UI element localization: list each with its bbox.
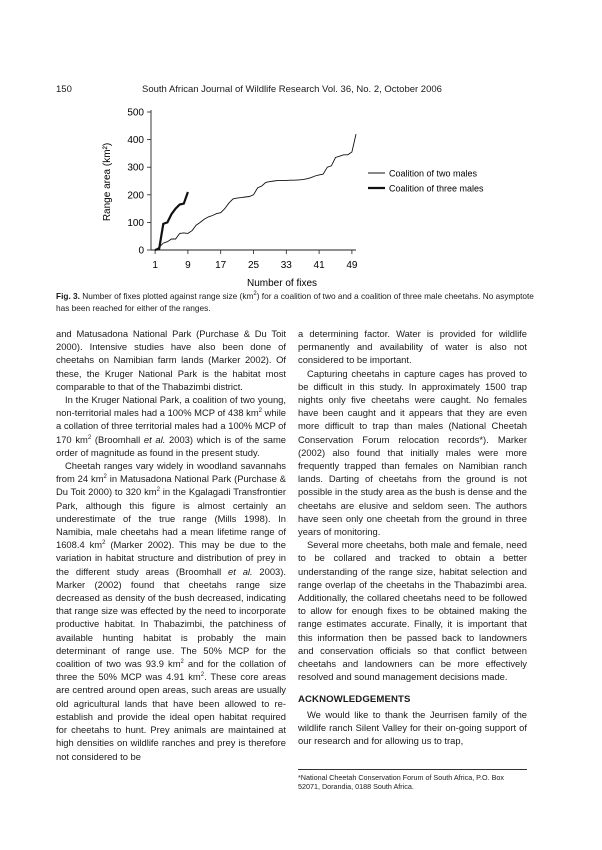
y-tick-label: 500 <box>127 107 144 119</box>
superscript: 2 <box>102 540 106 547</box>
superscript: 2 <box>258 408 263 415</box>
superscript: 2 <box>103 474 107 481</box>
journal-title: South African Journal of Wildlife Research Vol. 36, No. 2, October 2006 <box>142 84 442 95</box>
right-paragraph-1: a determining factor. Water is provided for wildlife permanently and availability of water is also not considered to be important. <box>298 328 527 366</box>
chart-axes <box>151 110 356 250</box>
y-tick-label: 100 <box>127 217 144 229</box>
left-paragraph-2 <box>56 393 286 459</box>
x-ticks <box>152 250 358 271</box>
y-tick-label: 200 <box>127 190 144 202</box>
text-run: in the Kgalagadi Transfrontier Park, although this figure is almost certainly an underestimate of the true range (Mills 1998). In Namibia, male cheetahs had a mean lifetime range of 1608.4 km <box>56 486 286 551</box>
y-tick-label: 0 <box>138 245 144 257</box>
caption-superscript: 2 <box>253 291 257 298</box>
chart-legend <box>368 169 484 194</box>
caption-text-1: Number of fixes plotted against range size (km <box>79 291 254 301</box>
superscript: 2 <box>180 658 184 665</box>
running-header <box>56 84 548 98</box>
y-tick-label: 400 <box>127 135 144 147</box>
acknowledgements-heading: ACKNOWLEDGEMENTS <box>298 694 411 706</box>
acknowledgements-paragraph: We would like to thank the Jeurrisen family of the wildlife ranch Silent Valley for their on-going support of our research and for allowing us to trap, <box>298 708 527 747</box>
legend-label: Coalition of two males <box>389 168 478 179</box>
italic-run: et al. <box>228 565 253 577</box>
left-column <box>56 327 286 763</box>
left-paragraph-3 <box>56 459 286 763</box>
x-tick-label: 9 <box>185 260 191 271</box>
range-area-chart <box>56 100 506 288</box>
x-tick-label: 1 <box>152 260 158 271</box>
series-line-2 <box>155 192 188 250</box>
text-run: (Marker 2002). This may be due to the variation in habitat structure and distribution of prey in the different study areas (Broomhall <box>56 539 286 577</box>
text-run: (Broomhall <box>91 433 144 445</box>
superscript: 2 <box>87 434 92 441</box>
page-number: 150 <box>56 84 72 95</box>
x-tick-label: 25 <box>247 260 260 271</box>
text-run: . These core areas are centred around open areas, such areas are usually old agricultural lands that have been allowed to re-establish and provide the ideal open habitat required for cheetahs to hunt. Prey animals are maintained at high densities on wildlife ranches and prey is therefore not considered to be <box>56 671 286 762</box>
text-run: 2003). Marker (2002) found that cheetahs range size decreased as density of the bush decreased, indicating that range size was effected by the need to incorporate productive habitat. In Thabazimbi, the patchiness of available hunting habitat is probably the main determinant of range use. The 50% MCP for the coalition of two was 93.9 km <box>56 565 286 670</box>
text-run: while a collation of three territorial males had a 100% MCP of 170 km <box>56 407 287 445</box>
footnote: *National Cheetah Conservation Forum of South Africa, P.O. Box 52071, Dorandia, 0188 South Africa. <box>298 769 527 792</box>
figure-label: Fig. 3. <box>56 291 80 301</box>
right-paragraph-3: Several more cheetahs, both male and female, need to be collared and tracked to obtain a better understanding of the range size, habitat selection and range overlap of the cheetahs in the Thabazimbi area. Additionally, the collared cheetahs need to be followed to allow for enough fixes to be obtained making the range estimates accurate. Finally, it is important that this information then be passed back to landowners and conservation officials so that conflict between cheetahs and landowners can be more effectively resolved and sound management decisions made. <box>298 539 527 683</box>
right-paragraph-2: Capturing cheetahs in capture cages has proved to be difficult in this study. In approximately 1500 trap nights only five cheetahs were caught. No females have been caught and it appears that they are even more difficult to trap than males (National Cheetah Conservation Forum relocation records*). Marker (2002) also found that initially males were more frequently trapped than females on Namibian ranch lands. Darting of cheetahs from the ground is not possible in the study area as the bush is dense and the cheetahs are elusive and seldom seen. The authors have seen only one cheetah from the ground in three years of monitoring. <box>298 367 527 538</box>
figure-caption <box>56 291 548 314</box>
text-run: Cheetah ranges vary widely in woodland savannahs from 24 km <box>56 460 286 485</box>
text-run: In the Kruger National Park, a coalition of two young, non-territorial males had a 100% MCP of 438 km <box>56 394 286 419</box>
caption-text-2: ) for a coalition of two and a coalition of three male cheetahs. No asymptote has been reached for either of the ranges. <box>56 291 534 313</box>
text-run: 2003) which is of the same order of magnitude as found in the present study. <box>56 433 286 458</box>
y-axis-label: Range area (km²) <box>102 142 113 222</box>
text-run: and for the collation of three the 50% MCP was 4.91 km <box>56 658 287 683</box>
x-tick-label: 17 <box>215 260 227 271</box>
y-tick-label: 300 <box>127 162 144 174</box>
x-axis-label: Number of fixes <box>246 278 318 288</box>
superscript: 2 <box>156 487 160 494</box>
text-run: in Matusadona National Park (Purchase & Du Toit 2000) to 320 km <box>56 473 286 498</box>
left-paragraph-1: and Matusadona National Park (Purchase & Du Toit 2000). Intensive studies have also been done of cheetahs on Namibian farm lands (Marker 2002). Of these, the Kruger National Park is the habitat most comparable to that of the Thabazimbi district. <box>56 328 286 392</box>
series-line-1 <box>155 134 356 250</box>
legend-label: Coalition of three males <box>389 183 484 194</box>
x-tick-label: 41 <box>313 260 325 271</box>
right-column <box>298 327 527 747</box>
italic-run: et al. <box>143 433 166 445</box>
chart-series <box>155 134 356 250</box>
x-tick-label: 49 <box>346 260 358 271</box>
x-tick-label: 33 <box>280 260 292 271</box>
y-ticks <box>127 108 151 257</box>
superscript: 2 <box>200 672 205 679</box>
